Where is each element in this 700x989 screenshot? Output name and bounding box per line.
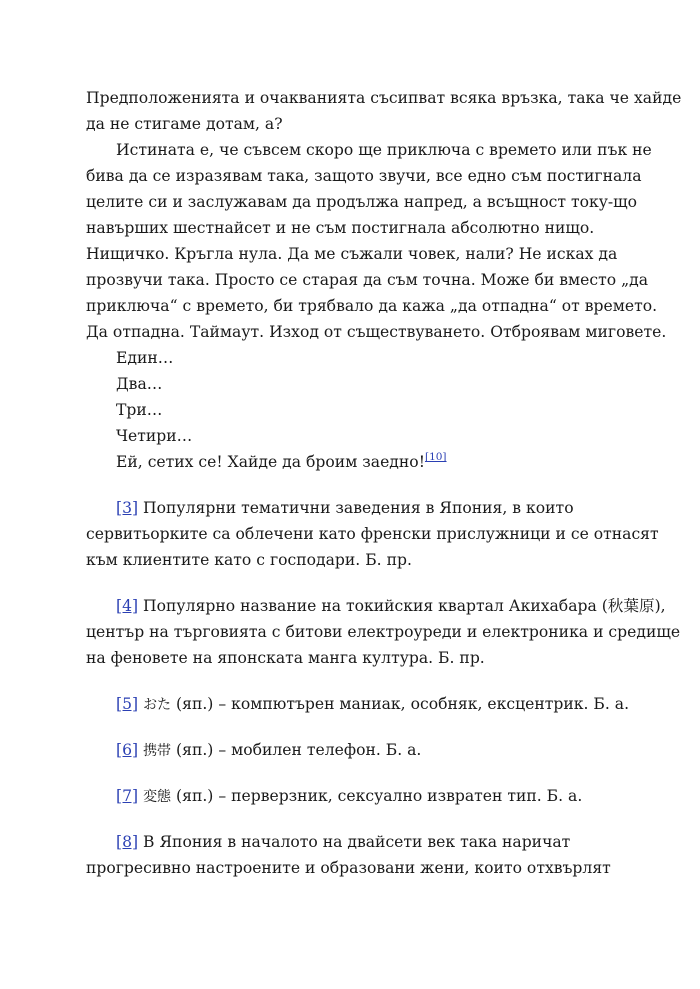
text-line: Нищичко. Кръгла нула. Да ме съжали човек, нали? Не исках да <box>86 245 618 263</box>
footnote-link-5[interactable]: [5] <box>116 695 139 713</box>
footnote-4 <box>86 593 681 671</box>
footnote-line <box>86 593 666 619</box>
text-line: Предположенията и очакванията съсипват всяка връзка, така че хайде <box>86 89 682 107</box>
text-line: приключа“ с времето, би трябвало да кажа „да отпадна“ от времето. <box>86 297 658 315</box>
text-line: Истината е, че съвсем скоро ще приключа с времето или пък не <box>116 141 652 159</box>
text-line: Да отпадна. Таймаут. Изход от съществуването. Отброявам миговете. <box>86 323 667 341</box>
footnote-line: към клиентите като с господари. Б. пр. <box>86 551 412 569</box>
count-line: Четири… <box>116 427 193 445</box>
japanese-term: おた <box>143 697 172 713</box>
footnote-text: (яп.) – перверзник, сексуално извратен тип. Б. а. <box>171 787 583 805</box>
footnote-link-4[interactable]: [4] <box>116 597 139 615</box>
footnote-line <box>86 737 614 764</box>
last-line <box>86 449 614 475</box>
footnote-link-7[interactable]: [7] <box>116 787 139 805</box>
count-line: Един… <box>116 349 174 367</box>
last-line-text: Ей, сетих се! Хайде да броим заедно! <box>116 453 425 471</box>
footnote-link-6[interactable]: [6] <box>116 741 139 759</box>
text-line: прозвучи така. Просто се старая да съм точна. Може би вместо „да <box>86 271 649 289</box>
count-line: Два… <box>116 375 163 393</box>
japanese-term: 携帯 <box>143 743 172 759</box>
paragraph-2 <box>86 137 667 345</box>
footnote-text: Популярни тематични заведения в Япония, в които <box>138 499 574 517</box>
footnote-line: прогресивно настроените и образовани жени, които отхвърлят <box>86 859 611 877</box>
footnote-text: Популярно название на токийския квартал Акихабара (秋葉原), <box>138 597 666 615</box>
footnote-link-8[interactable]: [8] <box>116 833 139 851</box>
footnote-text: (яп.) – мобилен телефон. Б. а. <box>171 741 422 759</box>
footnote-line: на феновете на японската манга култура. Б. пр. <box>86 649 485 667</box>
text-line: да не стигаме дотам, а? <box>86 115 283 133</box>
japanese-term: 変態 <box>143 789 172 805</box>
footnote-3 <box>86 495 659 573</box>
footnote-line: център на търговията с битови електроуреди и електроника и средище <box>86 623 681 641</box>
footnote-text: В Япония в началото на двайсети век така наричат <box>138 833 571 851</box>
footnote-link-3[interactable]: [3] <box>116 499 139 517</box>
footnote-line: сервитьорките са облечени като френски прислужници и се отнасят <box>86 525 659 543</box>
counting-lines <box>86 345 614 475</box>
text-line: навърших шестнайсет и не съм постигнала абсолютно нищо. <box>86 219 595 237</box>
footnote-link-10[interactable]: [10] <box>424 451 447 463</box>
text-line: бива да се изразявам така, защото звучи, все едно съм постигнала <box>86 167 642 185</box>
footnote-line <box>86 691 630 718</box>
paragraph-1 <box>86 85 682 137</box>
book-page <box>86 85 682 881</box>
footnote-line <box>86 495 614 521</box>
footnote-8 <box>86 829 614 881</box>
text-line: целите си и заслужавам да продължа напред, а всъщност току-що <box>86 193 638 211</box>
footnote-7 <box>86 783 614 810</box>
footnote-line <box>86 829 614 855</box>
count-line: Три… <box>116 401 163 419</box>
footnote-5 <box>86 691 630 718</box>
footnote-text: (яп.) – компютърен маниак, особняк, ексцентрик. Б. а. <box>171 695 630 713</box>
footnote-6 <box>86 737 614 764</box>
footnote-line <box>86 783 614 810</box>
